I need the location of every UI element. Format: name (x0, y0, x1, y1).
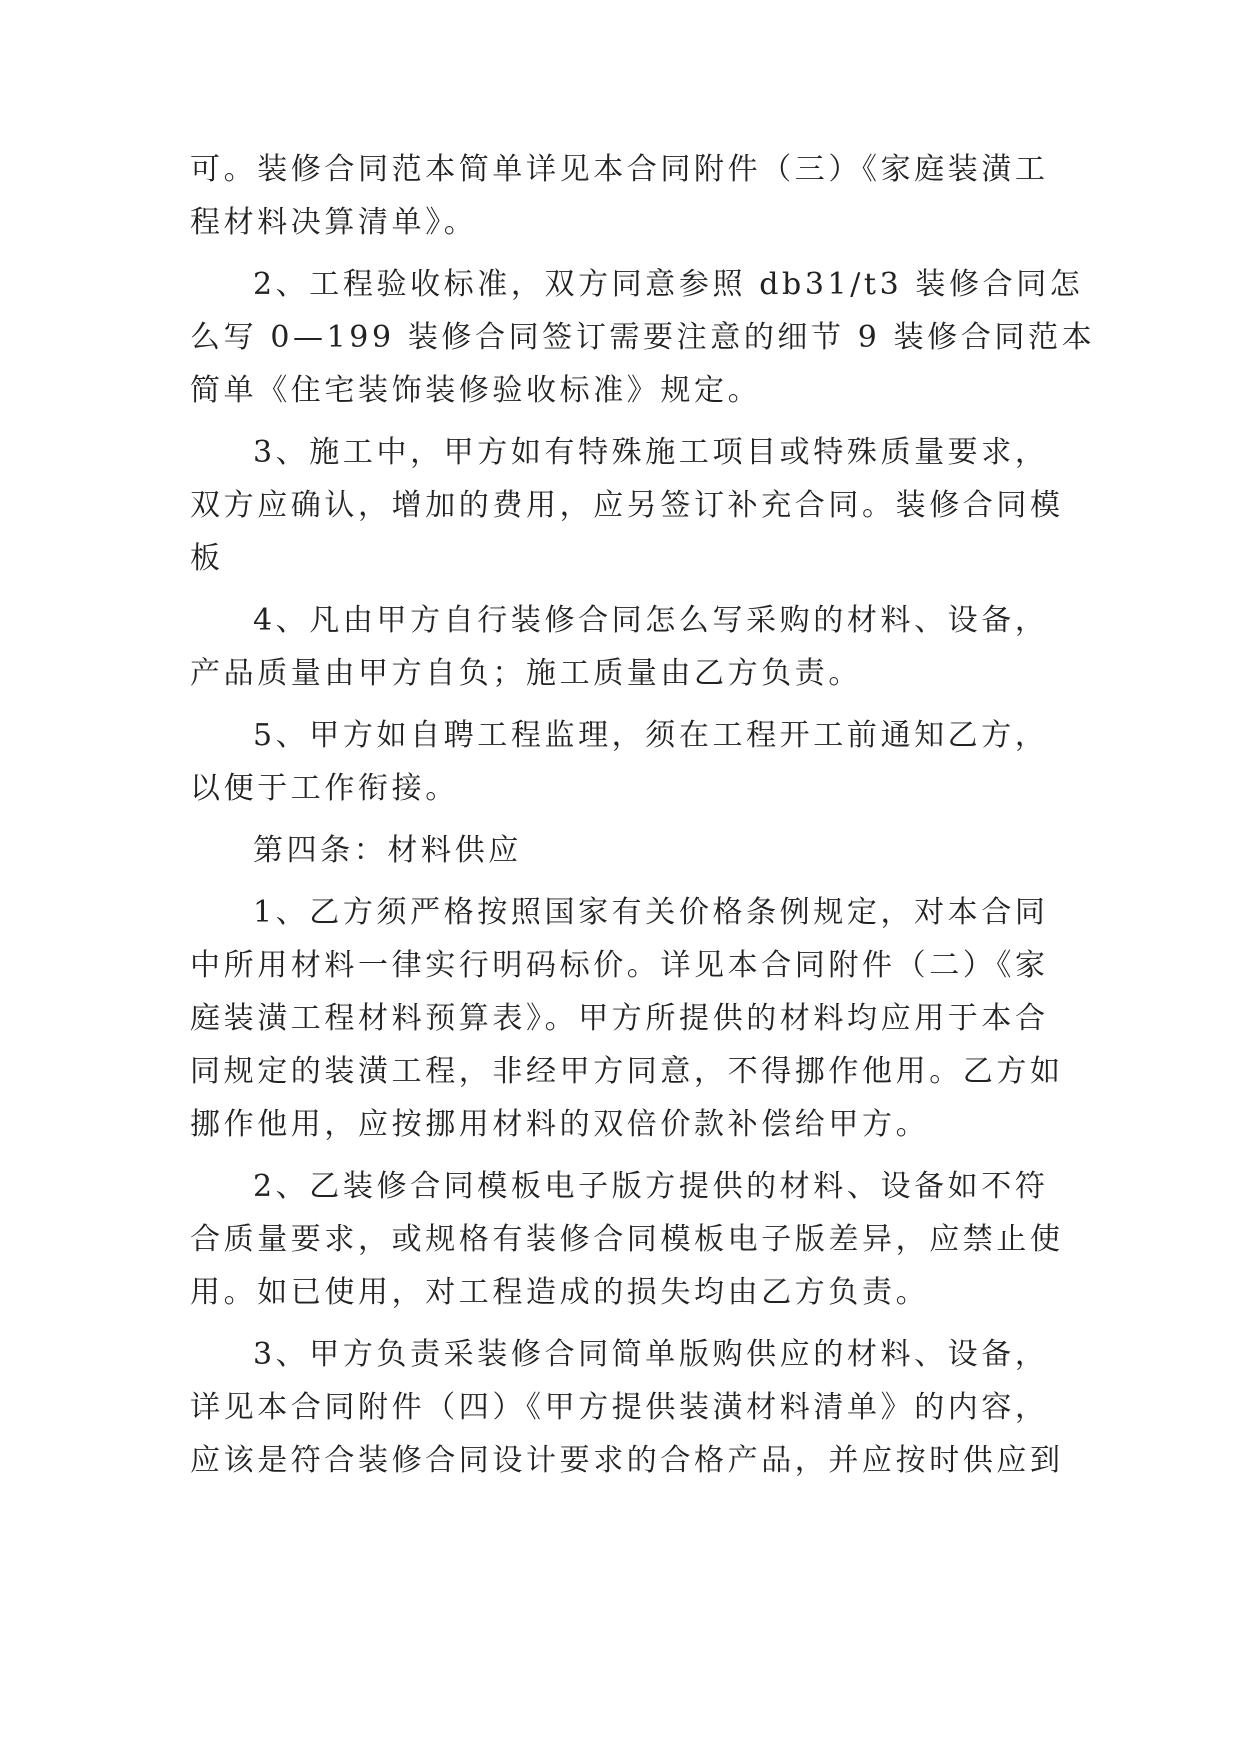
section-heading: 第四条：材料供应 (253, 833, 522, 868)
text-line-17: 同规定的装潢工程，非经甲方同意，不得挪作他用。乙方如 (190, 1054, 1064, 1089)
text-line-20: 合质量要求，或规格有装修合同模板电子版差异，应禁止使 (190, 1222, 1064, 1257)
text-line-15: 中所用材料一律实行明码标价。详见本合同附件（二）《家 (190, 948, 1049, 983)
text-line-16: 庭装潢工程材料预算表》。甲方所提供的材料均应用于本合 (190, 1001, 1049, 1036)
text-line-23: 详见本合同附件（四）《甲方提供装潢材料清单》的内容， (190, 1390, 1049, 1425)
text-line-14: 1、乙方须严格按照国家有关价格条例规定，对本合同 (253, 895, 1049, 930)
text-line-1: 可。装修合同范本简单详见本合同附件（三）《家庭装潢工 (190, 152, 1049, 187)
text-line-21: 用。如已使用，对工程造成的损失均由乙方负责。 (190, 1275, 930, 1310)
text-line-10: 产品质量由甲方自负；施工质量由乙方负责。 (190, 656, 862, 691)
text-line-11: 5、甲方如自聘工程监理，须在工程开工前通知乙方， (253, 718, 1049, 753)
text-line-12: 以便于工作衔接。 (190, 771, 459, 806)
text-line-8: 板 (190, 541, 224, 576)
text-line-24: 应该是符合装修合同设计要求的合格产品，并应按时供应到 (190, 1443, 1064, 1478)
text-line-3: 2、工程验收标准，双方同意参照 db31/t3 装修合同怎 (253, 267, 1084, 302)
text-line-7: 双方应确认，增加的费用，应另签订补充合同。装修合同模 (190, 488, 1064, 523)
text-line-9: 4、凡由甲方自行装修合同怎么写采购的材料、设备， (253, 603, 1049, 638)
text-line-19: 2、乙装修合同模板电子版方提供的材料、设备如不符 (253, 1169, 1049, 1204)
text-line-6: 3、施工中，甲方如有特殊施工项目或特殊质量要求， (253, 435, 1049, 470)
text-line-22: 3、甲方负责采装修合同简单版购供应的材料、设备， (253, 1337, 1049, 1372)
text-line-2: 程材料决算清单》。 (190, 205, 478, 240)
text-line-4: 么写 0—199 装修合同签订需要注意的细节 9 装修合同范本 (190, 320, 1096, 355)
text-line-18: 挪作他用，应按挪用材料的双倍价款补偿给甲方。 (190, 1107, 930, 1142)
text-line-5: 简单《住宅装饰装修验收标准》规定。 (190, 373, 762, 408)
